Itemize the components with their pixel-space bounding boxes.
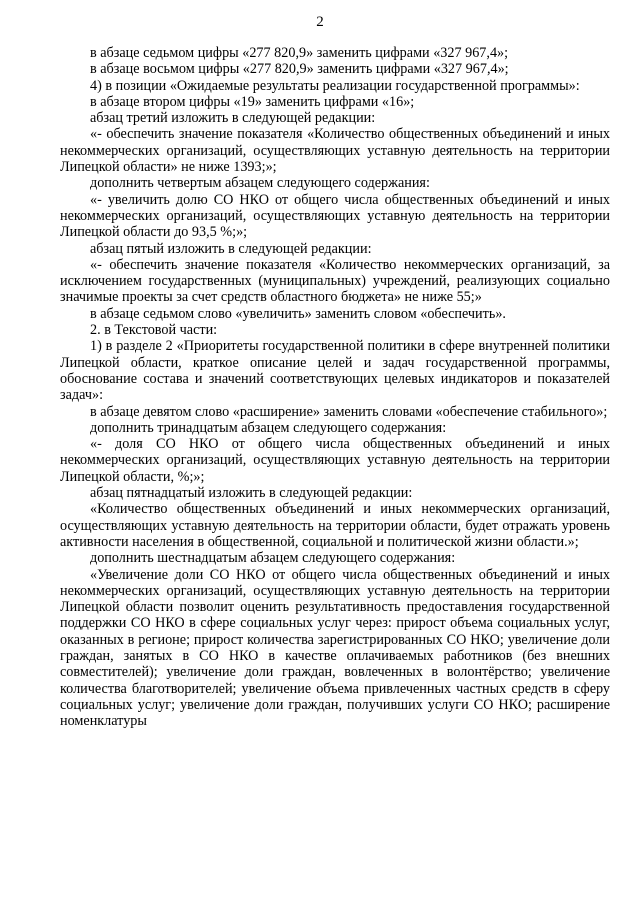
- document-body: [60, 45, 610, 729]
- paragraph: 4) в позиции «Ожидаемые результаты реализации государственной программы»:: [90, 77, 580, 94]
- paragraph: «- доля СО НКО от общего числа общественных объединений и иных некоммерческих организаций, осуществляющих уставную деятельность на территории Липецкой области, %;»;: [60, 436, 610, 485]
- paragraph: «Количество общественных объединений и иных некоммерческих организаций, осуществляющих уставную деятельность на территории области, будет отражать уровень активности населения в общественной, социальной и политической жизни области.»;: [60, 501, 610, 550]
- paragraph: «- обеспечить значение показателя «Количество некоммерческих организаций, за исключением государственных (муниципальных) учреждений, реализующих социально значимые проекты за счет средств областного бюджета» не ниже 55;»: [60, 256, 610, 306]
- paragraph: «Увеличение доли СО НКО от общего числа общественных объединений и иных некоммерческих организаций, осуществляющих уставную деятельность на территории Липецкой области позволит оценить результативность предоставления государственной поддержки СО НКО в сфере социальных услуг через: прирост объема социальных услуг, оказанных в регионе; прирост количества зарегистрированных СО НКО; увеличение доли граждан, занятых в СО НКО в качестве оплачиваемых работников (без внешних совместителей); увеличение доли граждан, вовлеченных в волонтёрство; увеличение количества благотворителей; увеличение объема привлеченных частных средств в сферу социальных услуг; увеличение доли граждан, получивших услуги СО НКО; расширение номенклатуры: [60, 566, 610, 730]
- paragraph: дополнить тринадцатым абзацем следующего содержания:: [90, 419, 447, 436]
- paragraph: абзац третий изложить в следующей редакции:: [90, 110, 376, 127]
- paragraph: 1) в разделе 2 «Приоритеты государственной политики в сфере внутренней политики Липецкой области, краткое описание целей и задач государственной программы, обоснование состава и значений соответствующих целевых индикаторов и показателей задач»:: [60, 338, 610, 404]
- paragraph: дополнить четвертым абзацем следующего содержания:: [90, 175, 430, 192]
- paragraph: в абзаце седьмом слово «увеличить» заменить словом «обеспечить».: [90, 305, 506, 322]
- paragraph: абзац пятнадцатый изложить в следующей редакции:: [90, 485, 413, 502]
- paragraph: «- увеличить долю СО НКО от общего числа общественных объединений и иных некоммерческих организаций, осуществляющих уставную деятельность на территории Липецкой области до 93,5 %;»;: [60, 191, 610, 241]
- paragraph: в абзаце седьмом цифры «277 820,9» заменить цифрами «327 967,4»;: [90, 45, 509, 61]
- paragraph: 2. в Текстовой части:: [90, 322, 218, 339]
- paragraph: «- обеспечить значение показателя «Количество общественных объединений и иных некоммерческих организаций, осуществляющих уставную деятельность на территории Липецкой области» не ниже 1393;»;: [60, 126, 610, 176]
- paragraph: в абзаце восьмом цифры «277 820,9» заменить цифрами «327 967,4»;: [90, 61, 509, 78]
- paragraph: дополнить шестнадцатым абзацем следующего содержания:: [90, 550, 456, 567]
- paragraph: в абзаце втором цифры «19» заменить цифрами «16»;: [90, 93, 415, 110]
- page-number: 2: [316, 14, 324, 30]
- paragraph: в абзаце девятом слово «расширение» заменить словами «обеспечение стабильного»;: [90, 403, 608, 420]
- paragraph: абзац пятый изложить в следующей редакции:: [90, 240, 372, 257]
